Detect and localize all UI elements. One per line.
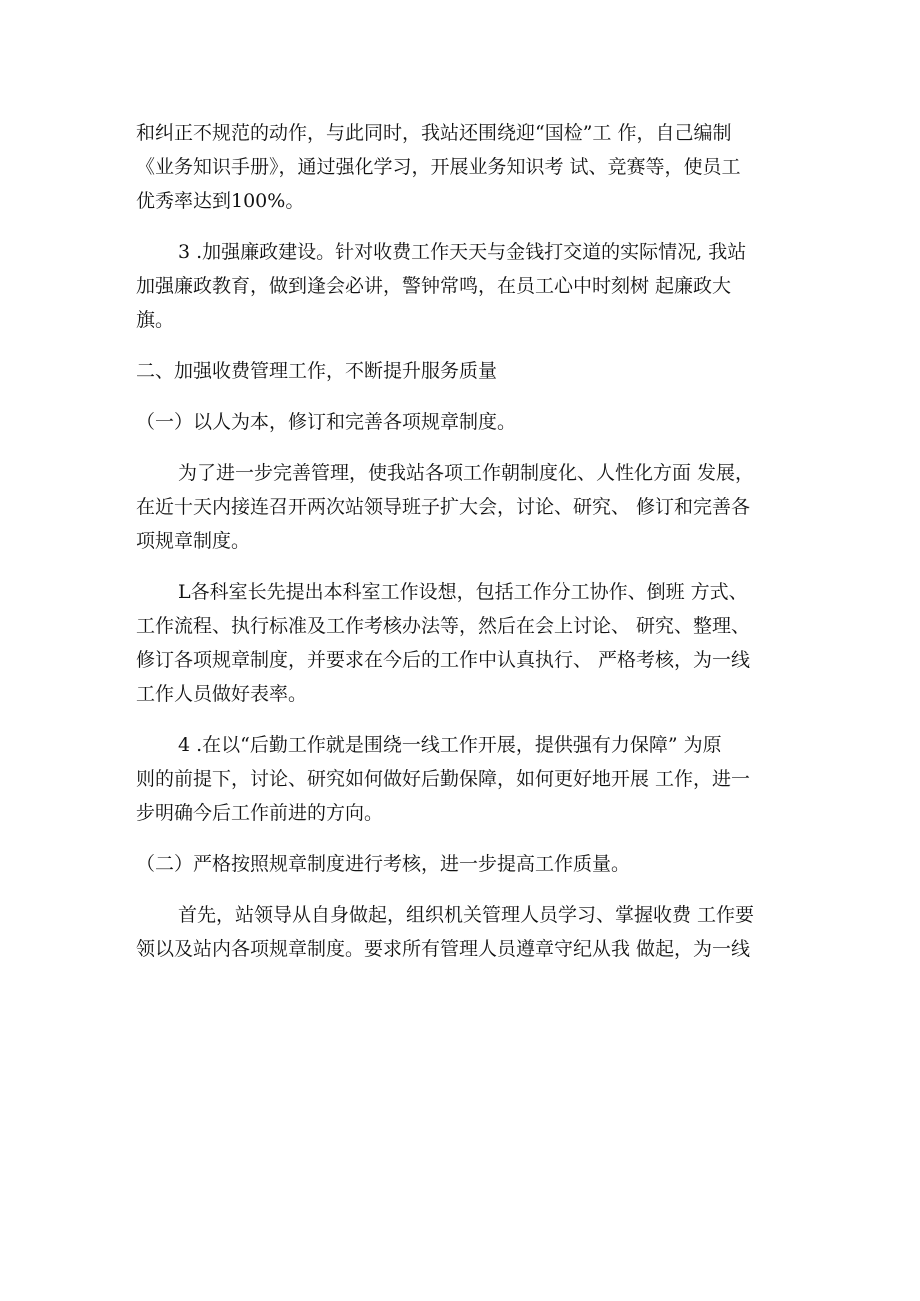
paragraph-item-l (136, 575, 796, 711)
text-line: 旗。 (136, 309, 175, 331)
text-line: 则的前提下，讨论、研究如何做好后勤保障，如何更好地开展 工作，进一 (136, 768, 751, 790)
paragraph-item-3 (136, 235, 796, 337)
text-line: 步明确今后工作前进的方向。 (136, 802, 384, 824)
text-line: 为了进一步完善管理，使我站各项工作朝制度化、人性化方面 发展， (178, 462, 755, 484)
text-line: 优秀率达到100%。 (136, 190, 305, 212)
subsection-heading-text: （一）以人为本，修订和完善各项规章制度。 (136, 411, 517, 433)
paragraph-item-4 (136, 728, 796, 830)
subsection-heading-1 (136, 405, 796, 439)
paragraph (136, 116, 796, 218)
section-heading-text: 二、加强收费管理工作，不断提升服务质量 (136, 360, 498, 382)
text-line: 《业务知识手册》，通过强化学习，开展业务知识考 试、竞赛等，使员工 (136, 156, 741, 178)
text-line: 4 .在以“后勤工作就是围绕一线工作开展，提供强有力保障” 为原 (178, 734, 722, 756)
text-line: 在近十天内接连召开两次站领导班子扩大会，讨论、研究、 修订和完善各 (136, 496, 751, 518)
text-line: L各科室长先提出本科室工作设想，包括工作分工协作、倒班 方式、 (178, 581, 748, 603)
text-line: 项规章制度。 (136, 530, 251, 552)
text-line: 修订各项规章制度，并要求在今后的工作中认真执行、 严格考核，为一线 (136, 649, 751, 671)
text-line: 和纠正不规范的动作，与此同时，我站还围绕迎“国检”工 作，自己编制 (136, 122, 732, 144)
paragraph (136, 898, 796, 966)
subsection-heading-text: （二）严格按照规章制度进行考核，进一步提高工作质量。 (136, 853, 631, 875)
text-line: 首先，站领导从自身做起，组织机关管理人员学习、掌握收费 工作要 (178, 904, 755, 926)
text-line: 工作流程、执行标准及工作考核办法等，然后在会上讨论、 研究、整理、 (136, 615, 751, 637)
text-line: 3 .加强廉政建设。针对收费工作天天与金钱打交道的实际情况, 我站 (178, 241, 747, 263)
document-body (136, 116, 796, 983)
subsection-heading-2 (136, 847, 796, 881)
text-line: 领以及站内各项规章制度。要求所有管理人员遵章守纪从我 做起，为一线 (136, 938, 751, 960)
text-line: 工作人员做好表率。 (136, 683, 308, 705)
section-heading (136, 354, 796, 388)
paragraph (136, 456, 796, 558)
text-line: 加强廉政教育，做到逢会必讲，警钟常鸣，在员工心中时刻树 起廉政大 (136, 275, 732, 297)
